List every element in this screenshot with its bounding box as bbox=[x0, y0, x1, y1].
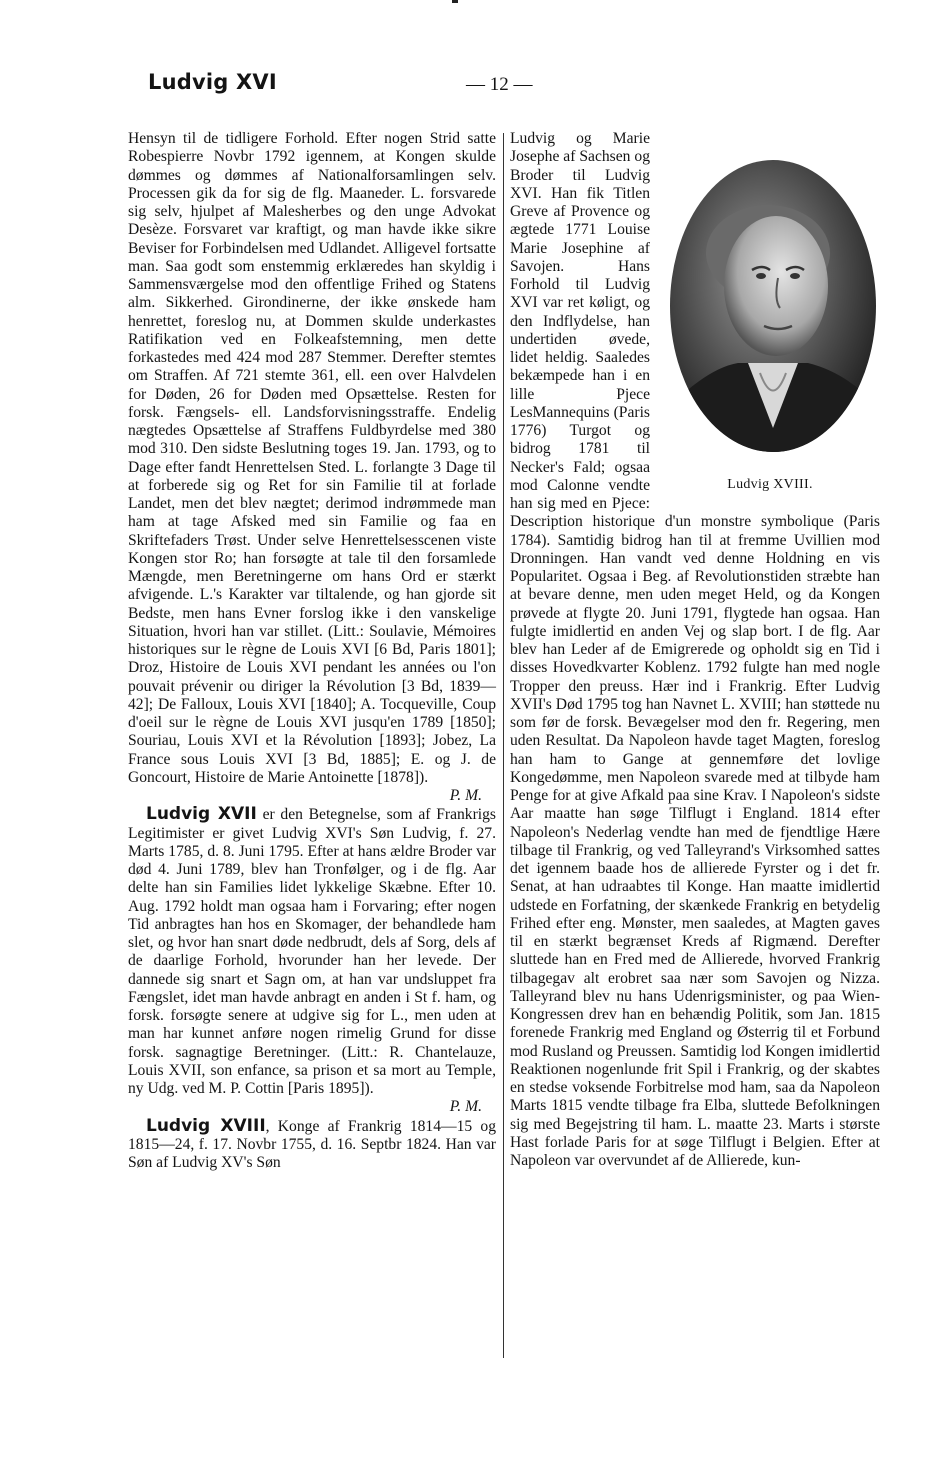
entry-headword: Ludvig XVIII bbox=[146, 1115, 266, 1136]
ludvig-xviii-continuation: Ludvig og Marie Josephe af Sachsen og Broder til Ludvig XVI. Han fik Titlen Greve af Provence og ægtede 1771 Louise Marie Josephine af Savojen. Hans Forhold til Ludvig XVI var ret køligt, og den Indflydelse, han undertiden øvede, lidet heldig. Saaledes bekæmpede han i en lille Pjece LesMannequins (Paris 1776) Turgot og bidrog 1781 til Necker's Fald; ogsaa mod Calonne vendte han sig med en Pjece: Description historique d'un monstre symbolique (Paris 1784). Samtidig bidrog han til at fremme Uvillien mod Dronningen. Han vandt ved denne Holdning en vis Popularitet. Ogsaa i Beg. af Revolutionstiden stræbte han at bevare denne, men uden meget Held, og da Kongen prøvede at flygte 20. Juni 1791, flygtede han ogsaa. Han fulgte imidlertid en anden Vej og slap bort. I de flg. Aar blev han Leder af de Emigrerede og opholdt sig en Tid i disses Hovedkvarter Koblenz. 1792 fulgte han med nogle Tropper den preuss. Hær ind i Frankrig. Efter Ludvig XVII's Død 1795 tog han Navnet L. XVIII; han støttede nu som før de forsk. Bevægelser mod den fr. Regering, men uden Resultat. Da Napoleon havde taget Magten, foreslog han ham to Gange at gennemføre det lovlige Kongedømme, men Napoleon svarede med at tilbyde ham Penge for at give Afkald paa sine Krav. I Napoleon's sidste Aar maatte han søge Tilflugt i England. 1814 efter Napoleon's Nederlag vendte han med de fjendtlige Hære tilbage til Frankrig, og ved Talleyrand's Virksomhed sattes det igennem baade hos de allierede Fyrster og i det fr. Senat, at han udraabtes til Konge. Han maatte imidlertid udstede en Forfatning, der skænkede Frankrig en betydelig Frihed efter eng. Mønster, men saaledes, at Magten gaves til en stærkt begrænset Kreds af Rigmænd. Derefter sluttede han en Fred med de Allierede, hvorved Frankrig tilbagegav alt erobret saa nær som Savojen og Nizza. Talleyrand blev nu hans Udenrigsminister, og paa Wien-Kongressen drev han en behændig Politik, som Jan. 1815 forenede Frankrig med England og Østerrig til et Forbund mod Rusland og Preussen. Samtidig lod Kongen imidlertid Reaktionen nogenlunde frit Spil i Frankrig, og der skabtes en stedse voksende Forbitrelse mod ham, saa da Napoleon Marts 1815 vendte tilbage fra Elba, sluttede Befolkningen sig med Begejstring til ham. L. maatte 23. Marts i største Hast forlade Paris for at søge Tilflugt i Belgien. Efter at Napoleon var overvundet af de Allierede, kun- bbox=[510, 130, 880, 1169]
left-column bbox=[128, 130, 496, 1172]
right-column bbox=[510, 130, 880, 1170]
entry-text: , Konge af Frankrig 1814—15 og 1815—24, f. 17. Novbr 1755, d. 16. Septbr 1824. Han var Søn af Ludvig XV's Søn bbox=[128, 1117, 497, 1171]
page-header bbox=[148, 70, 888, 106]
print-mark bbox=[452, 0, 458, 3]
entry-ludvig-xviii bbox=[128, 1117, 496, 1173]
portrait-caption: Ludvig XVIII. bbox=[727, 477, 813, 492]
entry-text: er den Betegnelse, som af Frankrigs Legitimister er givet Ludvig XVI's Søn Ludvig, f. 27. Marts 1785, d. 8. Juni 1795. Efter at hans ældre Broder var død 4. Juni 1789, blev han Tronfølger, og i de flg. Aar delte han sin Families lidet lykkelige Skæbne. Efter 10. Aug. 1792 holdt man ogsaa ham i Forvaring; efter nogen Tid anbragtes han hos en Skomager, der behandlede ham slet, og hvor han snart døde nedbrudt, dels af Sorg, dels af de daarlige Forhold, hvorunder han her levede. Der dannede sig snart et Sagn om, at han var undsluppet fra Fængslet, idet man havde anbragt en anden i St f. ham, og forsk. forsøgte senere at udgive sig for L., men uden at man har kunnet anføre nogen rimelig Grund for disse forsk. sagnagtige Beretninger. (Litt.: R. Chantelauze, Louis XVII, son enfance, sa prison et sa mort au Temple, ny Udg. ved M. P. Cottin [Paris 1895]). bbox=[128, 806, 496, 1097]
column-divider bbox=[503, 133, 504, 1358]
author-signature: P. M. bbox=[449, 1098, 482, 1116]
portrait-figure bbox=[654, 158, 886, 506]
page-number: — 12 — bbox=[466, 74, 533, 95]
running-head: Ludvig XVI bbox=[148, 70, 277, 94]
entry-headword: Ludvig XVII bbox=[146, 804, 257, 825]
ludvig-xvi-continuation: Hensyn til de tidligere Forhold. Efter nogen Strid satte Robespierre Novbr 1792 igennem, at Kongen skulde dømmes og dømmes af Nationalforsamlingen selv. Processen gik da for sig de flg. Maaneder. L. forsvarede sig selv, hjulpet af Malesherbes og den unge Advokat Desèze. Forsvaret var kraftigt, og man havde ikke sikre Beviser for Forbindelsen med Udlandet. Alligevel fortsatte man. Saa godt som enstemmig erklæredes han skyldig i Sammensværgelse mod den offentlige Frihed og Statens alm. Sikkerhed. Girondinerne, der ikke ønskede ham henrettet, foreslog nu, at Dommen skulde underkastes Ratifikation ved en Folkeafstemning, men dette forkastedes med 424 mod 287 Stemmer. Derefter stemtes om Straffen. Af 721 stemte 361, ell. een over Halvdelen for Døden, 26 for Døden med Opsættelse. Resten for forsk. Fængsels- ell. Landsforvisningsstraffe. Endelig nægtedes Opsættelse af Straffens Fuldbyrdelse med 380 mod 310. Den sidste Beslutning toges 19. Jan. 1793, og to Dage efter fandt Henrettelsen Sted. L. forlangte 3 Dage til at forberede sig og Ret for sin Familie til at forlade Landet, men det blev nægtet; derimod indrømmede man ham at tage Afsked med sin Familie og faa en Skriftefaders Trøst. Under selve Henrettelsesscenen viste Kongen stor Ro; han forsøgte at tale til den forsamlede Mængde, men Beretningerne om hans Ord er stærkt afvigende. L.'s Karakter var tiltalende, og han gjorde sit Bedste, men hans Evner forslog ikke i den vanskelige Situation, hvori han var stillet. (Litt.: Soulavie, Mémoires historiques sur le règne de Louis XVI [6 Bd, Paris 1801]; Droz, Histoire de Louis XVI pendant les années ou l'on pouvait prévenir ou diriger la Révolution [3 Bd, 1839—42]; De Falloux, Louis XVI [1840]; A. Tocqueville, Coup d'oeil sur le règne de Louis XVI jusqu'en 1789 [1850]; Souriau, Louis XVI et la Révolution [1893]; Jobez, La France sous Louis XVI [3 Bd, 1885]; E. og J. de Goncourt, Histoire de Marie Antoinette [1878]). bbox=[128, 130, 496, 786]
entry-ludvig-xvii bbox=[128, 805, 496, 1098]
author-signature: P. M. bbox=[449, 787, 482, 804]
portrait-image bbox=[668, 158, 878, 454]
